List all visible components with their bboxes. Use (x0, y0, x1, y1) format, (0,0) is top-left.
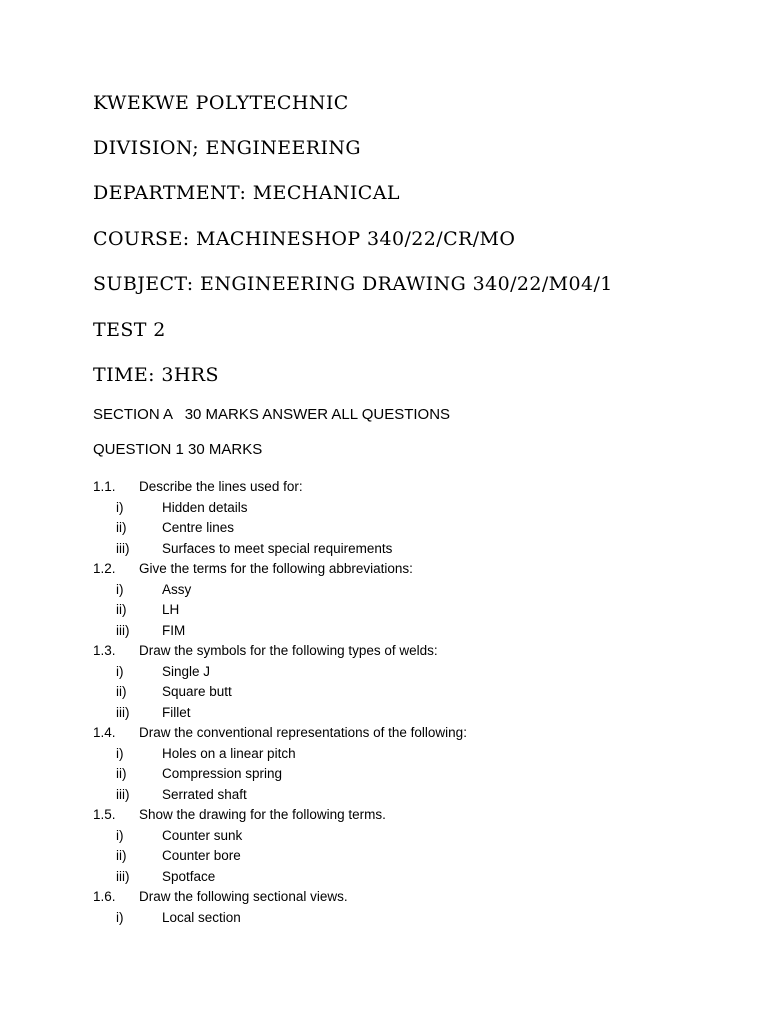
sub-item-row (0, 764, 768, 785)
question-text: Show the drawing for the following terms. (139, 807, 386, 822)
sub-item-row (0, 867, 768, 888)
time-heading: TIME: 3HRS (93, 364, 219, 386)
sub-item-numeral: iii) (116, 786, 130, 802)
sub-item-numeral: ii) (116, 684, 127, 699)
subject-heading: SUBJECT: ENGINEERING DRAWING 340/22/M04/1 (93, 273, 613, 295)
sub-item-row (0, 498, 768, 519)
sub-item-text: Square butt (162, 684, 232, 699)
question-text: Draw the following sectional views. (139, 889, 348, 904)
section-title: SECTION A 30 MARKS ANSWER ALL QUESTIONS (93, 406, 451, 423)
sub-item-numeral: iii) (116, 622, 130, 638)
sub-item-numeral: ii) (116, 520, 127, 535)
question-row (0, 477, 768, 498)
question-number: 1.6. (93, 889, 116, 904)
sub-item-text: Centre lines (162, 520, 235, 535)
division-heading: DIVISION; ENGINEERING (93, 137, 362, 159)
sub-item-text: Spotface (162, 868, 216, 884)
sub-item-text: Compression spring (162, 766, 283, 781)
sub-item-numeral: ii) (116, 602, 127, 617)
question-text: Describe the lines used for: (139, 479, 303, 494)
sub-item-numeral: i) (116, 663, 124, 679)
sub-item-text: Surfaces to meet special requirements (162, 540, 393, 556)
sub-item-text: Fillet (162, 704, 191, 720)
course-heading: COURSE: MACHINESHOP 340/22/CR/MO (93, 228, 516, 250)
sub-item-text: FIM (162, 622, 186, 638)
question-text: Give the terms for the following abbreviations: (139, 561, 413, 576)
question-number: 1.4. (93, 725, 116, 740)
sub-item-numeral: ii) (116, 766, 127, 781)
sub-item-numeral: iii) (116, 540, 130, 556)
sub-item-text: LH (162, 602, 180, 617)
sub-item-row (0, 826, 768, 847)
sub-item-row (0, 662, 768, 683)
question-row (0, 723, 768, 744)
institution-heading: KWEKWE POLYTECHNIC (93, 92, 349, 114)
sub-item-numeral: i) (116, 499, 124, 515)
sub-item-numeral: iii) (116, 704, 130, 720)
sub-item-row (0, 846, 768, 867)
sub-item-text: Single J (162, 663, 211, 679)
sub-item-row (0, 785, 768, 806)
question-row (0, 641, 768, 662)
sub-item-text: Serrated shaft (162, 786, 247, 802)
sub-item-text: Hidden details (162, 499, 248, 515)
sub-item-numeral: i) (116, 745, 124, 761)
test-heading: TEST 2 (93, 319, 166, 341)
sub-item-row (0, 600, 768, 621)
sub-item-row (0, 744, 768, 765)
sub-item-row (0, 518, 768, 539)
sub-item-text: Assy (162, 581, 192, 597)
sub-item-row (0, 682, 768, 703)
question-list (0, 477, 768, 928)
sub-item-numeral: i) (116, 581, 124, 597)
sub-item-text: Counter sunk (162, 827, 243, 843)
sub-item-numeral: iii) (116, 868, 130, 884)
sub-item-row (0, 908, 768, 929)
sub-item-numeral: i) (116, 909, 124, 925)
sub-item-text: Counter bore (162, 848, 241, 863)
question-number: 1.3. (93, 643, 116, 658)
sub-item-numeral: ii) (116, 848, 127, 863)
department-heading: DEPARTMENT: MECHANICAL (93, 182, 400, 204)
question-number: 1.2. (93, 561, 116, 576)
question-row (0, 887, 768, 908)
sub-item-row (0, 703, 768, 724)
question-number: 1.1. (93, 479, 116, 494)
sub-item-numeral: i) (116, 827, 124, 843)
question-text: Draw the symbols for the following types of welds: (139, 643, 438, 658)
question-number: 1.5. (93, 807, 116, 822)
sub-item-row (0, 539, 768, 560)
question-row (0, 559, 768, 580)
question-text: Draw the conventional representations of the following: (139, 725, 467, 740)
sub-item-text: Holes on a linear pitch (162, 745, 296, 761)
sub-item-row (0, 580, 768, 601)
sub-item-row (0, 621, 768, 642)
sub-item-text: Local section (162, 909, 241, 925)
question-title: QUESTION 1 30 MARKS (93, 441, 263, 458)
question-row (0, 805, 768, 826)
